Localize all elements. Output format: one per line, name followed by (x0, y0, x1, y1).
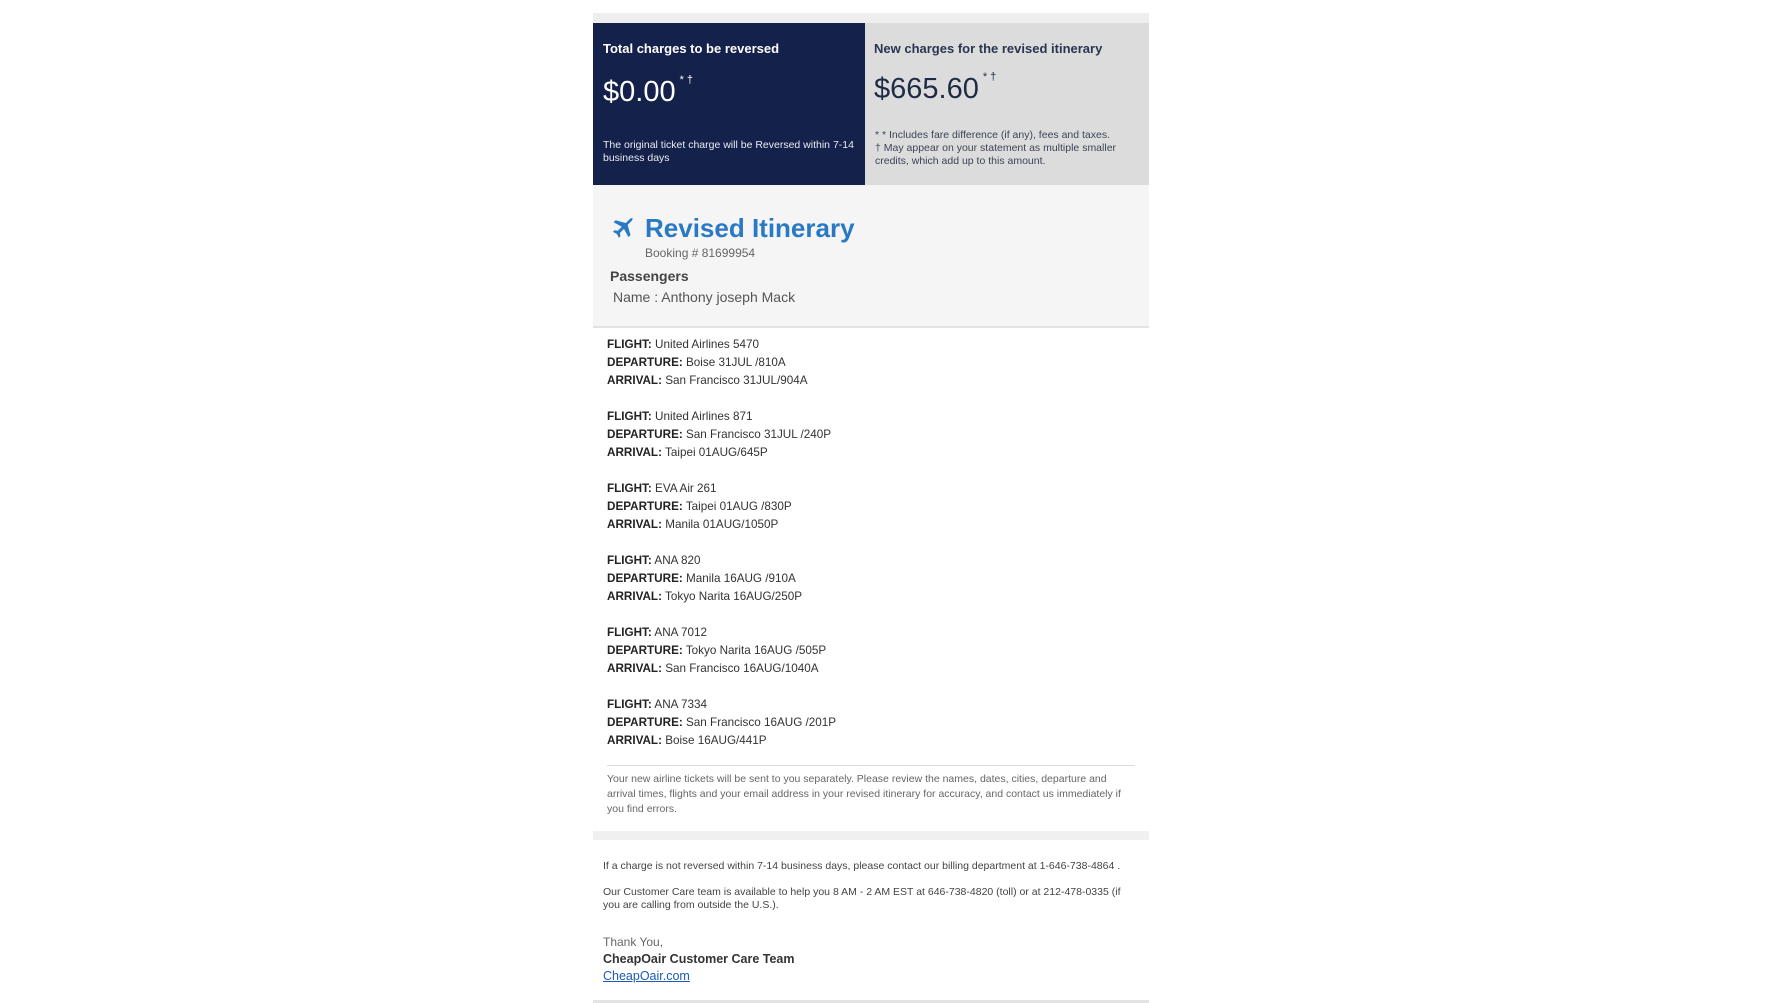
reversed-amount-marks: * † (679, 74, 694, 86)
fare-difference-note: * * Includes fare difference (if any), fees and taxes. (875, 129, 1111, 141)
new-amount-value: $665.60 (874, 73, 979, 105)
team-signature: CheapOair Customer Care Team (603, 952, 795, 966)
email-body (593, 13, 1149, 1003)
section-divider (593, 831, 1149, 840)
flight-label: FLIGHT: (607, 410, 652, 423)
departure-info: Manila 16AUG /910A (686, 572, 796, 585)
arrival-label: ARRIVAL: (607, 374, 662, 387)
passenger-name: Name : Anthony joseph Mack (613, 289, 796, 305)
reversed-amount-value: $0.00 (603, 76, 676, 108)
flight-number: United Airlines 5470 (655, 338, 760, 351)
departure-info: Tokyo Narita 16AUG /505P (685, 644, 827, 657)
arrival-info: Boise 16AUG/441P (665, 734, 767, 747)
arrival-info: Tokyo Narita 16AUG/250P (665, 590, 803, 603)
arrival-info: San Francisco 31JUL/904A (665, 374, 808, 387)
arrival-info: Taipei 01AUG/645P (665, 446, 768, 459)
cheapoair-link[interactable]: CheapOair.com (603, 969, 690, 983)
departure-label: DEPARTURE: (607, 572, 683, 585)
arrival-line (607, 588, 1135, 606)
arrival-line (607, 372, 1135, 390)
arrival-label: ARRIVAL: (607, 518, 662, 531)
arrival-info: Manila 01AUG/1050P (665, 518, 779, 531)
departure-label: DEPARTURE: (607, 716, 683, 729)
billing-contact-text: If a charge is not reversed within 7-14 business days, please contact our billing department at 1-646-738-4864 . (603, 860, 1121, 872)
reversed-charges-title: Total charges to be reversed (603, 41, 780, 56)
customer-care-text: Our Customer Care team is available to help you 8 AM - 2 AM EST at 646-738-4820 (toll) or at 212-478-0335 (if you are calling from outside the U.S.). (603, 886, 1121, 911)
new-charges-notes (875, 129, 1139, 168)
flight-line (607, 480, 1135, 498)
reversed-amount (603, 76, 855, 109)
flight-segment (607, 336, 1135, 390)
flight-segment (607, 480, 1135, 534)
arrival-label: ARRIVAL: (607, 734, 662, 747)
flight-number: ANA 7334 (654, 698, 708, 711)
reversed-note: The original ticket charge will be Reversed within 7-14 business days (603, 139, 854, 164)
arrival-line (607, 732, 1135, 750)
departure-label: DEPARTURE: (607, 356, 683, 369)
departure-label: DEPARTURE: (607, 428, 683, 441)
departure-info: San Francisco 16AUG /201P (686, 716, 837, 729)
departure-line (607, 570, 1135, 588)
itinerary-header (593, 185, 1149, 328)
new-amount-marks: * † (982, 71, 997, 83)
flight-segment (607, 696, 1135, 750)
flight-line (607, 336, 1135, 354)
flight-number: EVA Air 261 (655, 482, 717, 495)
flight-segment (607, 408, 1135, 462)
arrival-line (607, 660, 1135, 678)
arrival-label: ARRIVAL: (607, 590, 662, 603)
flight-label: FLIGHT: (607, 338, 652, 351)
arrival-label: ARRIVAL: (607, 662, 662, 675)
flight-line (607, 696, 1135, 714)
thank-you-text: Thank You, (603, 935, 664, 949)
new-charges-title: New charges for the revised itinerary (874, 41, 1103, 56)
arrival-line (607, 444, 1135, 462)
departure-line (607, 714, 1135, 732)
departure-info: Boise 31JUL /810A (686, 356, 786, 369)
airplane-icon (610, 216, 636, 242)
flight-segment (607, 624, 1135, 678)
statement-credits-note: † May appear on your statement as multiple smaller credits, which add up to this amount. (875, 142, 1117, 167)
flight-number: United Airlines 871 (655, 410, 753, 423)
flight-label: FLIGHT: (607, 698, 652, 711)
footer (593, 840, 1149, 985)
new-amount (874, 73, 1139, 106)
flight-segment (607, 552, 1135, 606)
new-charges-box (865, 23, 1149, 185)
departure-label: DEPARTURE: (607, 644, 683, 657)
departure-label: DEPARTURE: (607, 500, 683, 513)
arrival-line (607, 516, 1135, 534)
ticket-notice: Your new airline tickets will be sent to you separately. Please review the names, dates, cities, departure and arrival times, flights and your email address in your revised itinerary for accuracy, and contact us immediately if you find errors. (607, 765, 1135, 817)
signoff (603, 934, 1139, 985)
arrival-label: ARRIVAL: (607, 446, 662, 459)
top-divider (593, 13, 1149, 23)
charges-summary (593, 23, 1149, 185)
reversed-charges-box (593, 23, 865, 185)
flight-line (607, 624, 1135, 642)
departure-info: Taipei 01AUG /830P (685, 500, 792, 513)
itinerary-title: Revised Itinerary (645, 213, 855, 243)
departure-line (607, 426, 1135, 444)
departure-line (607, 642, 1135, 660)
flight-number: ANA 820 (654, 554, 701, 567)
departure-line (607, 354, 1135, 372)
departure-info: San Francisco 31JUL /240P (686, 428, 832, 441)
flight-label: FLIGHT: (607, 626, 652, 639)
flight-list (593, 328, 1149, 750)
flight-line (607, 552, 1135, 570)
flight-number: ANA 7012 (654, 626, 708, 639)
flight-label: FLIGHT: (607, 554, 652, 567)
passengers-heading: Passengers (610, 268, 689, 284)
departure-line (607, 498, 1135, 516)
booking-number: Booking # 81699954 (645, 246, 756, 260)
flight-label: FLIGHT: (607, 482, 652, 495)
arrival-info: San Francisco 16AUG/1040A (665, 662, 819, 675)
flight-line (607, 408, 1135, 426)
